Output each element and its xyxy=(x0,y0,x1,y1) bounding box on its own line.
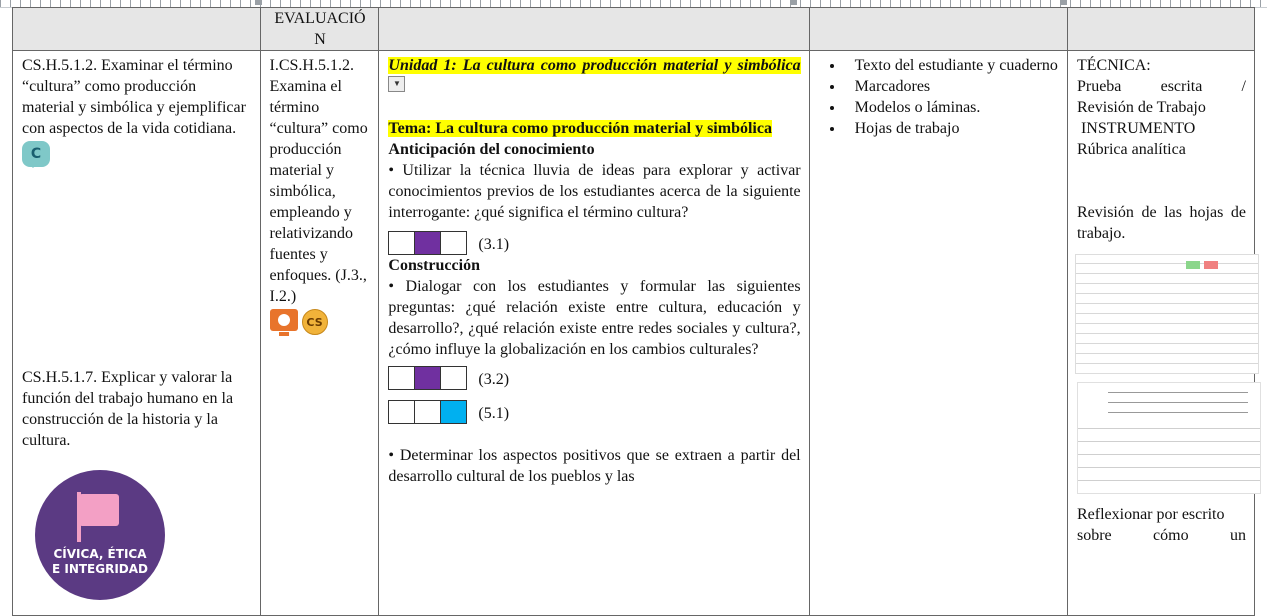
header-cell-resources xyxy=(809,8,1067,51)
badge-text-line2: E INTEGRIDAD xyxy=(51,562,149,576)
tecnica-line2: Revisión de Trabajo xyxy=(1076,99,1206,116)
header-cell-assessment xyxy=(1067,8,1254,51)
ref-32: (3.2) xyxy=(478,371,510,388)
ref-31: (3.1) xyxy=(478,236,510,253)
topic-title xyxy=(388,118,800,139)
instrumento-value: Rúbrica analítica xyxy=(1076,141,1186,158)
ref-51: (5.1) xyxy=(478,405,510,422)
topic-title-text: Tema: La cultura como producción material y simbólica xyxy=(388,120,772,137)
spacer xyxy=(1077,494,1246,504)
header-cell-evaluation: EVALUACIÓ N xyxy=(260,8,379,51)
tecnica-word: Prueba xyxy=(1076,78,1122,95)
communication-icon: C xyxy=(22,141,50,167)
bar-segment xyxy=(389,401,415,423)
reflect-line2 xyxy=(1077,525,1246,546)
skill-text-2: CS.H.5.1.7. Explicar y valorar la función del trabajo humano en la construcción de la historia y la cultura. xyxy=(22,369,234,449)
progress-bar-32 xyxy=(388,366,467,390)
list-item: • Hojas de trabajo xyxy=(845,118,1059,139)
review-text: Revisión de las hojas de trabajo. xyxy=(1076,204,1246,242)
reflect-word: un xyxy=(1229,527,1246,544)
badge-text-line1: CÍVICA, ÉTICA xyxy=(53,547,147,561)
spacer xyxy=(388,97,800,118)
worksheet-rubric-image xyxy=(1077,382,1261,494)
indicator-text: I.CS.H.5.1.2. Examina el término “cultura” como producción material y simbólica, empleando y relativizando fuentes y enfoques. (J.3., I.2.) xyxy=(269,57,368,305)
bar-segment xyxy=(441,367,466,389)
indicator-cell[interactable] xyxy=(260,51,379,616)
progress-bar-31 xyxy=(388,231,467,255)
resources-list xyxy=(819,55,1059,139)
list-item: • Texto del estudiante y cuaderno xyxy=(845,55,1059,76)
closing-text: • Determinar los aspectos positivos que se extraen a partir del desarrollo cultural de los pueblos y las xyxy=(388,447,801,485)
rubric-image xyxy=(1075,254,1259,374)
list-item: • Modelos o láminas. xyxy=(845,97,1059,118)
progress-bar-51-row xyxy=(388,400,800,424)
unit-title-text: Unidad 1: La cultura como producción material y simbólica xyxy=(388,57,801,74)
ruler-tab-marker[interactable] xyxy=(790,0,797,5)
spacer xyxy=(22,167,252,367)
table-header-row xyxy=(13,8,1255,51)
indicator-icons xyxy=(270,309,371,335)
bar-segment xyxy=(389,367,415,389)
construction-text: • Dialogar con los estudiantes y formular las siguientes preguntas: ¿qué relación existe entre cultura, educación y desarrollo?, ¿qué relación existe entre redes sociales y cultura?, ¿cómo influye la globalización en los cambios culturales? xyxy=(388,278,801,358)
rubric-green-cell xyxy=(1186,261,1200,269)
construction-heading: Construcción xyxy=(388,257,480,274)
digital-competence-icon xyxy=(270,309,298,331)
progress-bar-31-row xyxy=(388,231,800,255)
skill-text-1: CS.H.5.1.2. Examinar el término “cultura” como producción material y simbólica y ejemplificar con aspectos de la vida cotidiana. xyxy=(22,57,246,137)
content-control-dropdown-icon[interactable]: ▼ xyxy=(388,76,405,92)
reflect-word: cómo xyxy=(1153,527,1189,544)
civic-ethics-badge xyxy=(35,470,165,600)
bar-segment-filled xyxy=(415,232,441,254)
resources-cell[interactable] xyxy=(809,51,1067,616)
bar-segment xyxy=(415,401,441,423)
anticipation-text: • Utilizar la técnica lluvia de ideas para explorar y activar conocimientos previos de los estudiantes acerca de la siguiente interrogante: ¿qué significa el término cultura? xyxy=(388,162,801,221)
header-cell-activities xyxy=(379,8,809,51)
reflect-line1: Reflexionar por escrito xyxy=(1076,506,1225,523)
tecnica-word: escrita xyxy=(1160,78,1203,95)
progress-bar-32-row xyxy=(388,366,800,390)
tecnica-label: TÉCNICA: xyxy=(1076,57,1151,74)
spacer xyxy=(1077,160,1246,202)
cs-badge-icon: CS xyxy=(302,309,328,335)
flag-icon xyxy=(79,494,119,526)
bar-segment xyxy=(389,232,415,254)
reflect-word: sobre xyxy=(1076,527,1112,544)
instrumento-label: INSTRUMENTO xyxy=(1080,120,1196,137)
tecnica-line1 xyxy=(1077,76,1246,97)
list-item: • Marcadores xyxy=(845,76,1059,97)
rubric-red-cell xyxy=(1204,261,1218,269)
spacer xyxy=(388,424,800,445)
unit-title xyxy=(388,55,800,97)
ruler-tab-marker[interactable] xyxy=(255,0,262,5)
planning-table xyxy=(12,7,1255,616)
bar-segment-filled xyxy=(441,401,466,423)
header-cell-skills xyxy=(13,8,261,51)
badge-text xyxy=(35,547,165,577)
anticipation-heading: Anticipación del conocimiento xyxy=(388,141,595,158)
table-body-row xyxy=(13,51,1255,616)
progress-bar-51 xyxy=(388,400,467,424)
assessment-cell[interactable] xyxy=(1067,51,1254,616)
tecnica-word: / xyxy=(1241,78,1246,95)
bar-segment-filled xyxy=(415,367,441,389)
ruler-tab-marker[interactable] xyxy=(1060,0,1067,5)
skills-cell[interactable] xyxy=(13,51,261,616)
activities-cell[interactable] xyxy=(379,51,809,616)
bar-segment xyxy=(441,232,466,254)
